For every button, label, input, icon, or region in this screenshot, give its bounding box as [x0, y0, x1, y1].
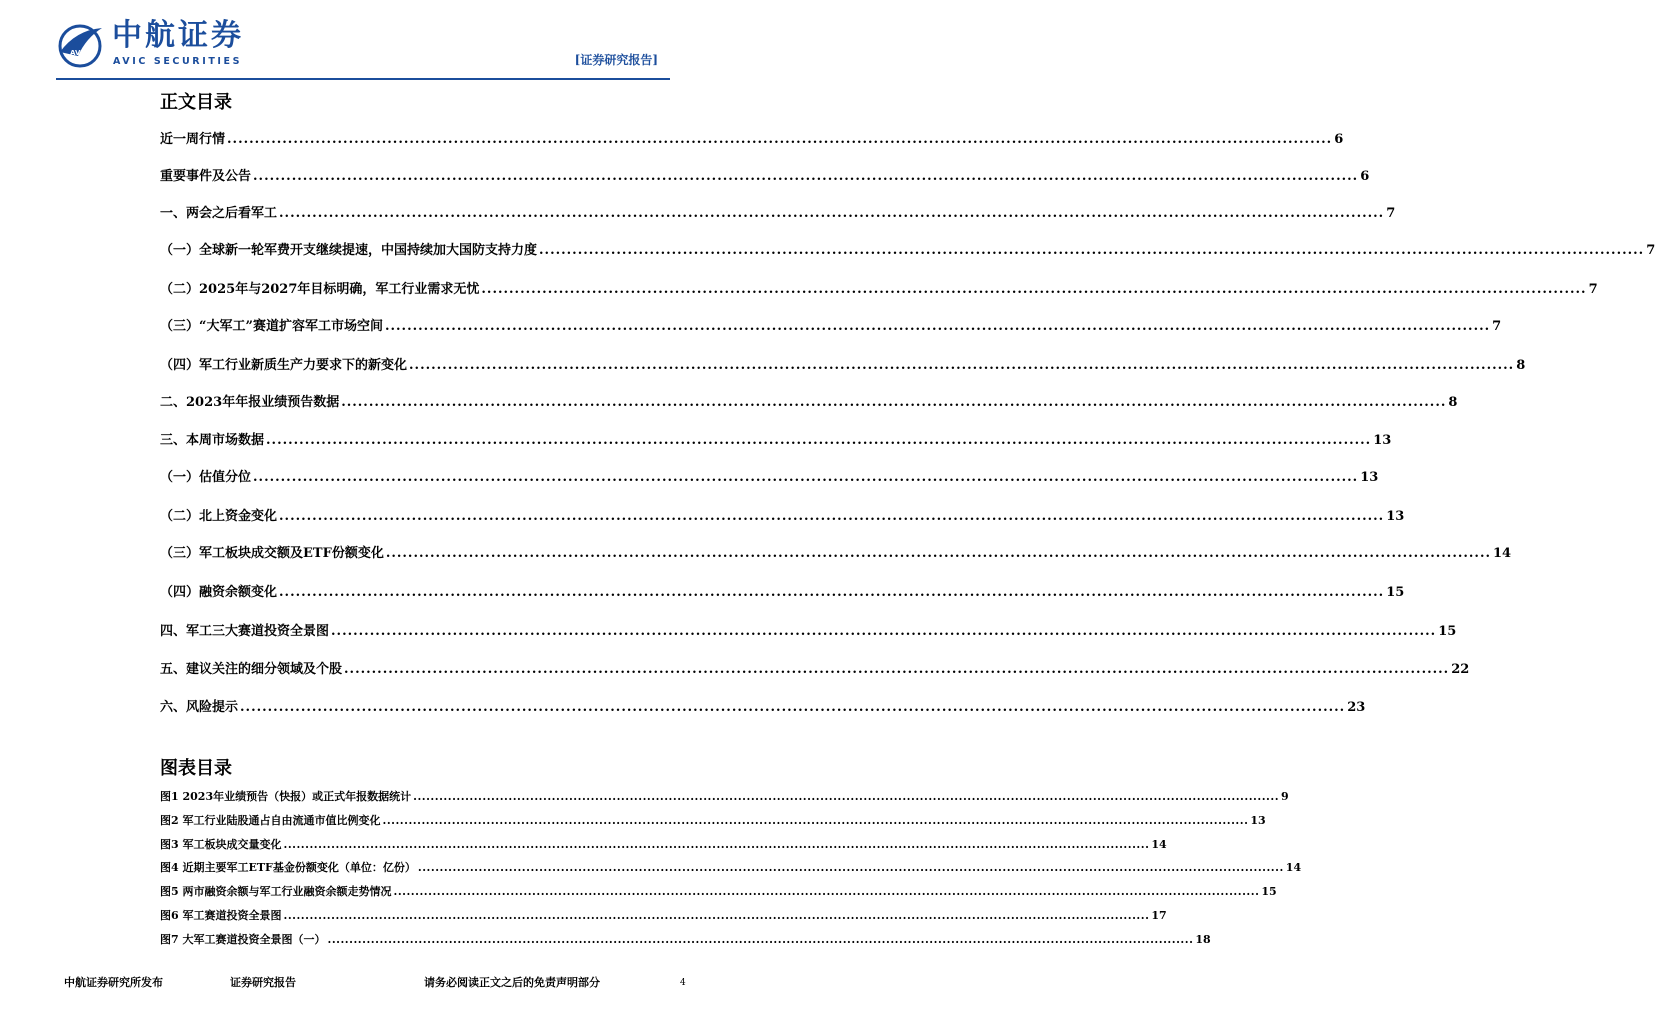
figure-entry-page: 13 — [1250, 814, 1266, 827]
logo-english-name: AVIC SECURITIES — [113, 56, 243, 67]
figure-entry-text: 图1 2023年业绩预告（快报）或正式年报数据统计 — [160, 790, 412, 803]
toc-dot-leader: ........................................................................................................................................................................................................ — [384, 319, 1491, 334]
toc-dot-leader: ........................................................................................................................................................................................................ — [279, 585, 1385, 600]
toc-dot-leader: ........................................................................................................................................................................................................ — [409, 358, 1515, 373]
toc-entry-number: （三） — [160, 319, 200, 334]
toc-entry-page: 8 — [1448, 395, 1458, 410]
toc-entry-page: 7 — [1492, 319, 1502, 334]
toc-entry-page: 7 — [1588, 282, 1598, 297]
toc-entry-page: 13 — [1360, 470, 1379, 485]
report-type-tag: [证券研究报告] — [574, 53, 658, 67]
avic-logo-icon — [56, 22, 104, 68]
toc-entry-text: 融资余额变化 — [199, 585, 278, 600]
toc-dot-leader: ........................................................................................................................................................................................................ — [266, 433, 1372, 448]
toc-entry-page: 13 — [1373, 433, 1392, 448]
figure-entry-page: 14 — [1285, 861, 1302, 874]
toc-entry[interactable] — [160, 623, 1457, 641]
toc-entry-number: （一） — [160, 243, 200, 258]
toc-entry[interactable] — [160, 131, 1344, 149]
toc-entry-number: 三、 — [160, 433, 187, 448]
toc-entry-text: 重要事件及公告 — [160, 169, 252, 184]
toc-entry-page: 7 — [1646, 243, 1655, 258]
toc-entry[interactable] — [160, 432, 1392, 450]
toc-dot-leader: ........................................................................................................................................................................................................ — [253, 169, 1359, 184]
toc-entry[interactable] — [160, 508, 1405, 526]
toc-entry[interactable] — [160, 469, 1379, 487]
toc-entry-number: （四） — [160, 358, 200, 373]
figure-entry[interactable] — [160, 838, 1167, 852]
page-number: 4 — [680, 978, 686, 988]
figure-entry[interactable] — [160, 933, 1211, 947]
toc-entry-page: 8 — [1516, 358, 1526, 373]
footer-publisher: 中航证券研究所发布 — [64, 976, 163, 989]
figure-entry-page: 15 — [1261, 885, 1277, 898]
figure-dot-leader: ........................................................................................................................................................................................................ — [283, 909, 1150, 922]
figure-dot-leader: ........................................................................................................................................................................................................ — [382, 814, 1249, 827]
header-divider — [56, 78, 670, 80]
toc-entry-number: 一、 — [160, 206, 187, 221]
toc-entry-text: 建议关注的细分领域及个股 — [186, 662, 343, 677]
figure-entry[interactable] — [160, 814, 1266, 828]
toc-entry[interactable] — [160, 394, 1458, 412]
toc-entry-page: 13 — [1386, 509, 1405, 524]
toc-entry-text: 全球新一轮军费开支继续提速，中国持续加大国防支持力度 — [199, 243, 538, 258]
figure-entry-text: 图6 军工赛道投资全景图 — [160, 909, 282, 922]
toc-entry-page: 6 — [1360, 169, 1370, 184]
figure-entry[interactable] — [160, 861, 1302, 875]
figure-entry-text: 图2 军工行业陆股通占自由流通市值比例变化 — [160, 814, 381, 827]
toc-entry-text: 风险提示 — [186, 700, 239, 715]
toc-title: 正文目录 — [160, 92, 232, 113]
toc-entry-text: 军工三大赛道投资全景图 — [186, 624, 330, 639]
toc-entry[interactable] — [160, 281, 1598, 299]
toc-entry-page: 15 — [1386, 585, 1405, 600]
footer-report-type: 证券研究报告 — [230, 976, 296, 989]
toc-dot-leader: ........................................................................................................................................................................................................ — [539, 243, 1645, 258]
toc-entry-number: （四） — [160, 585, 200, 600]
figure-entry-text: 图7 大军工赛道投资全景图（一） — [160, 933, 326, 946]
figures-title: 图表目录 — [160, 758, 232, 779]
toc-entry-number: （一） — [160, 470, 200, 485]
toc-entry-number: （二） — [160, 509, 200, 524]
page-footer — [0, 968, 724, 998]
logo-emblem-text: AVIC — [70, 49, 89, 57]
figure-entry[interactable] — [160, 790, 1289, 804]
toc-dot-leader: ........................................................................................................................................................................................................ — [279, 509, 1385, 524]
figure-entry[interactable] — [160, 909, 1167, 923]
toc-entry-text: 本周市场数据 — [186, 433, 265, 448]
page-header — [0, 0, 724, 85]
figure-entry-page: 17 — [1151, 909, 1167, 922]
toc-entry[interactable] — [160, 661, 1470, 679]
toc-entry-number: （二） — [160, 282, 200, 297]
figure-dot-leader: ........................................................................................................................................................................................................ — [393, 885, 1260, 898]
toc-entry[interactable] — [160, 168, 1370, 186]
toc-entry-text: 2023年年报业绩预告数据 — [186, 395, 340, 410]
toc-entry[interactable] — [160, 318, 1502, 336]
figure-dot-leader: ........................................................................................................................................................................................................ — [327, 933, 1194, 946]
toc-entry[interactable] — [160, 242, 1655, 260]
toc-entry-number: 六、 — [160, 700, 187, 715]
toc-entry-text: 北上资金变化 — [199, 509, 278, 524]
toc-entry[interactable] — [160, 205, 1396, 223]
figure-entry-text: 图3 军工板块成交量变化 — [160, 838, 282, 851]
figure-entry-text: 图5 两市融资余额与军工行业融资余额走势情况 — [160, 885, 392, 898]
figure-dot-leader: ........................................................................................................................................................................................................ — [283, 838, 1150, 851]
toc-entry-text: 军工板块成交额及ETF份额变化 — [199, 546, 384, 561]
toc-entry-text: 估值分位 — [199, 470, 252, 485]
figure-entry[interactable] — [160, 885, 1277, 899]
toc-entry[interactable] — [160, 357, 1526, 375]
toc-dot-leader: ........................................................................................................................................................................................................ — [227, 132, 1333, 147]
toc-entry-number: 二、 — [160, 395, 187, 410]
toc-entry[interactable] — [160, 584, 1405, 602]
toc-entry-text: 两会之后看军工 — [186, 206, 278, 221]
toc-dot-leader: ........................................................................................................................................................................................................ — [341, 395, 1447, 410]
figure-entry-page: 14 — [1151, 838, 1167, 851]
toc-dot-leader: ........................................................................................................................................................................................................ — [344, 662, 1450, 677]
figure-entry-page: 18 — [1195, 933, 1211, 946]
figure-entry-text: 图4 近期主要军工ETF基金份额变化（单位：亿份） — [160, 861, 416, 874]
toc-entry-text: 近一周行情 — [160, 132, 226, 147]
toc-entry-page: 14 — [1493, 546, 1512, 561]
toc-entry-text: “大军工”赛道扩容军工市场空间 — [199, 319, 383, 334]
toc-entry-number: （三） — [160, 546, 200, 561]
toc-entry-page: 22 — [1451, 662, 1470, 677]
figure-dot-leader: ........................................................................................................................................................................................................ — [413, 790, 1280, 803]
toc-dot-leader: ........................................................................................................................................................................................................ — [240, 700, 1346, 715]
toc-entry-text: 2025年与2027年目标明确，军工行业需求无忧 — [199, 282, 480, 297]
toc-entry-number: 四、 — [160, 624, 187, 639]
logo-chinese-name: 中航证券 — [112, 18, 244, 53]
toc-entry-text: 军工行业新质生产力要求下的新变化 — [199, 358, 408, 373]
figure-dot-leader: ........................................................................................................................................................................................................ — [417, 861, 1284, 874]
toc-dot-leader: ........................................................................................................................................................................................................ — [279, 206, 1385, 221]
toc-entry-page: 7 — [1386, 206, 1396, 221]
footer-disclaimer: 请务必阅读正文之后的免责声明部分 — [424, 976, 600, 989]
toc-dot-leader: ........................................................................................................................................................................................................ — [331, 624, 1437, 639]
figure-entry-page: 9 — [1281, 790, 1289, 803]
toc-entry-page: 6 — [1334, 132, 1344, 147]
toc-entry-page: 23 — [1347, 700, 1366, 715]
toc-entry[interactable] — [160, 545, 1512, 563]
toc-dot-leader: ........................................................................................................................................................................................................ — [481, 282, 1587, 297]
toc-entry-number: 五、 — [160, 662, 187, 677]
toc-dot-leader: ........................................................................................................................................................................................................ — [385, 546, 1492, 561]
toc-entry-page: 15 — [1438, 624, 1457, 639]
toc-entry[interactable] — [160, 699, 1366, 717]
toc-dot-leader: ........................................................................................................................................................................................................ — [253, 470, 1359, 485]
